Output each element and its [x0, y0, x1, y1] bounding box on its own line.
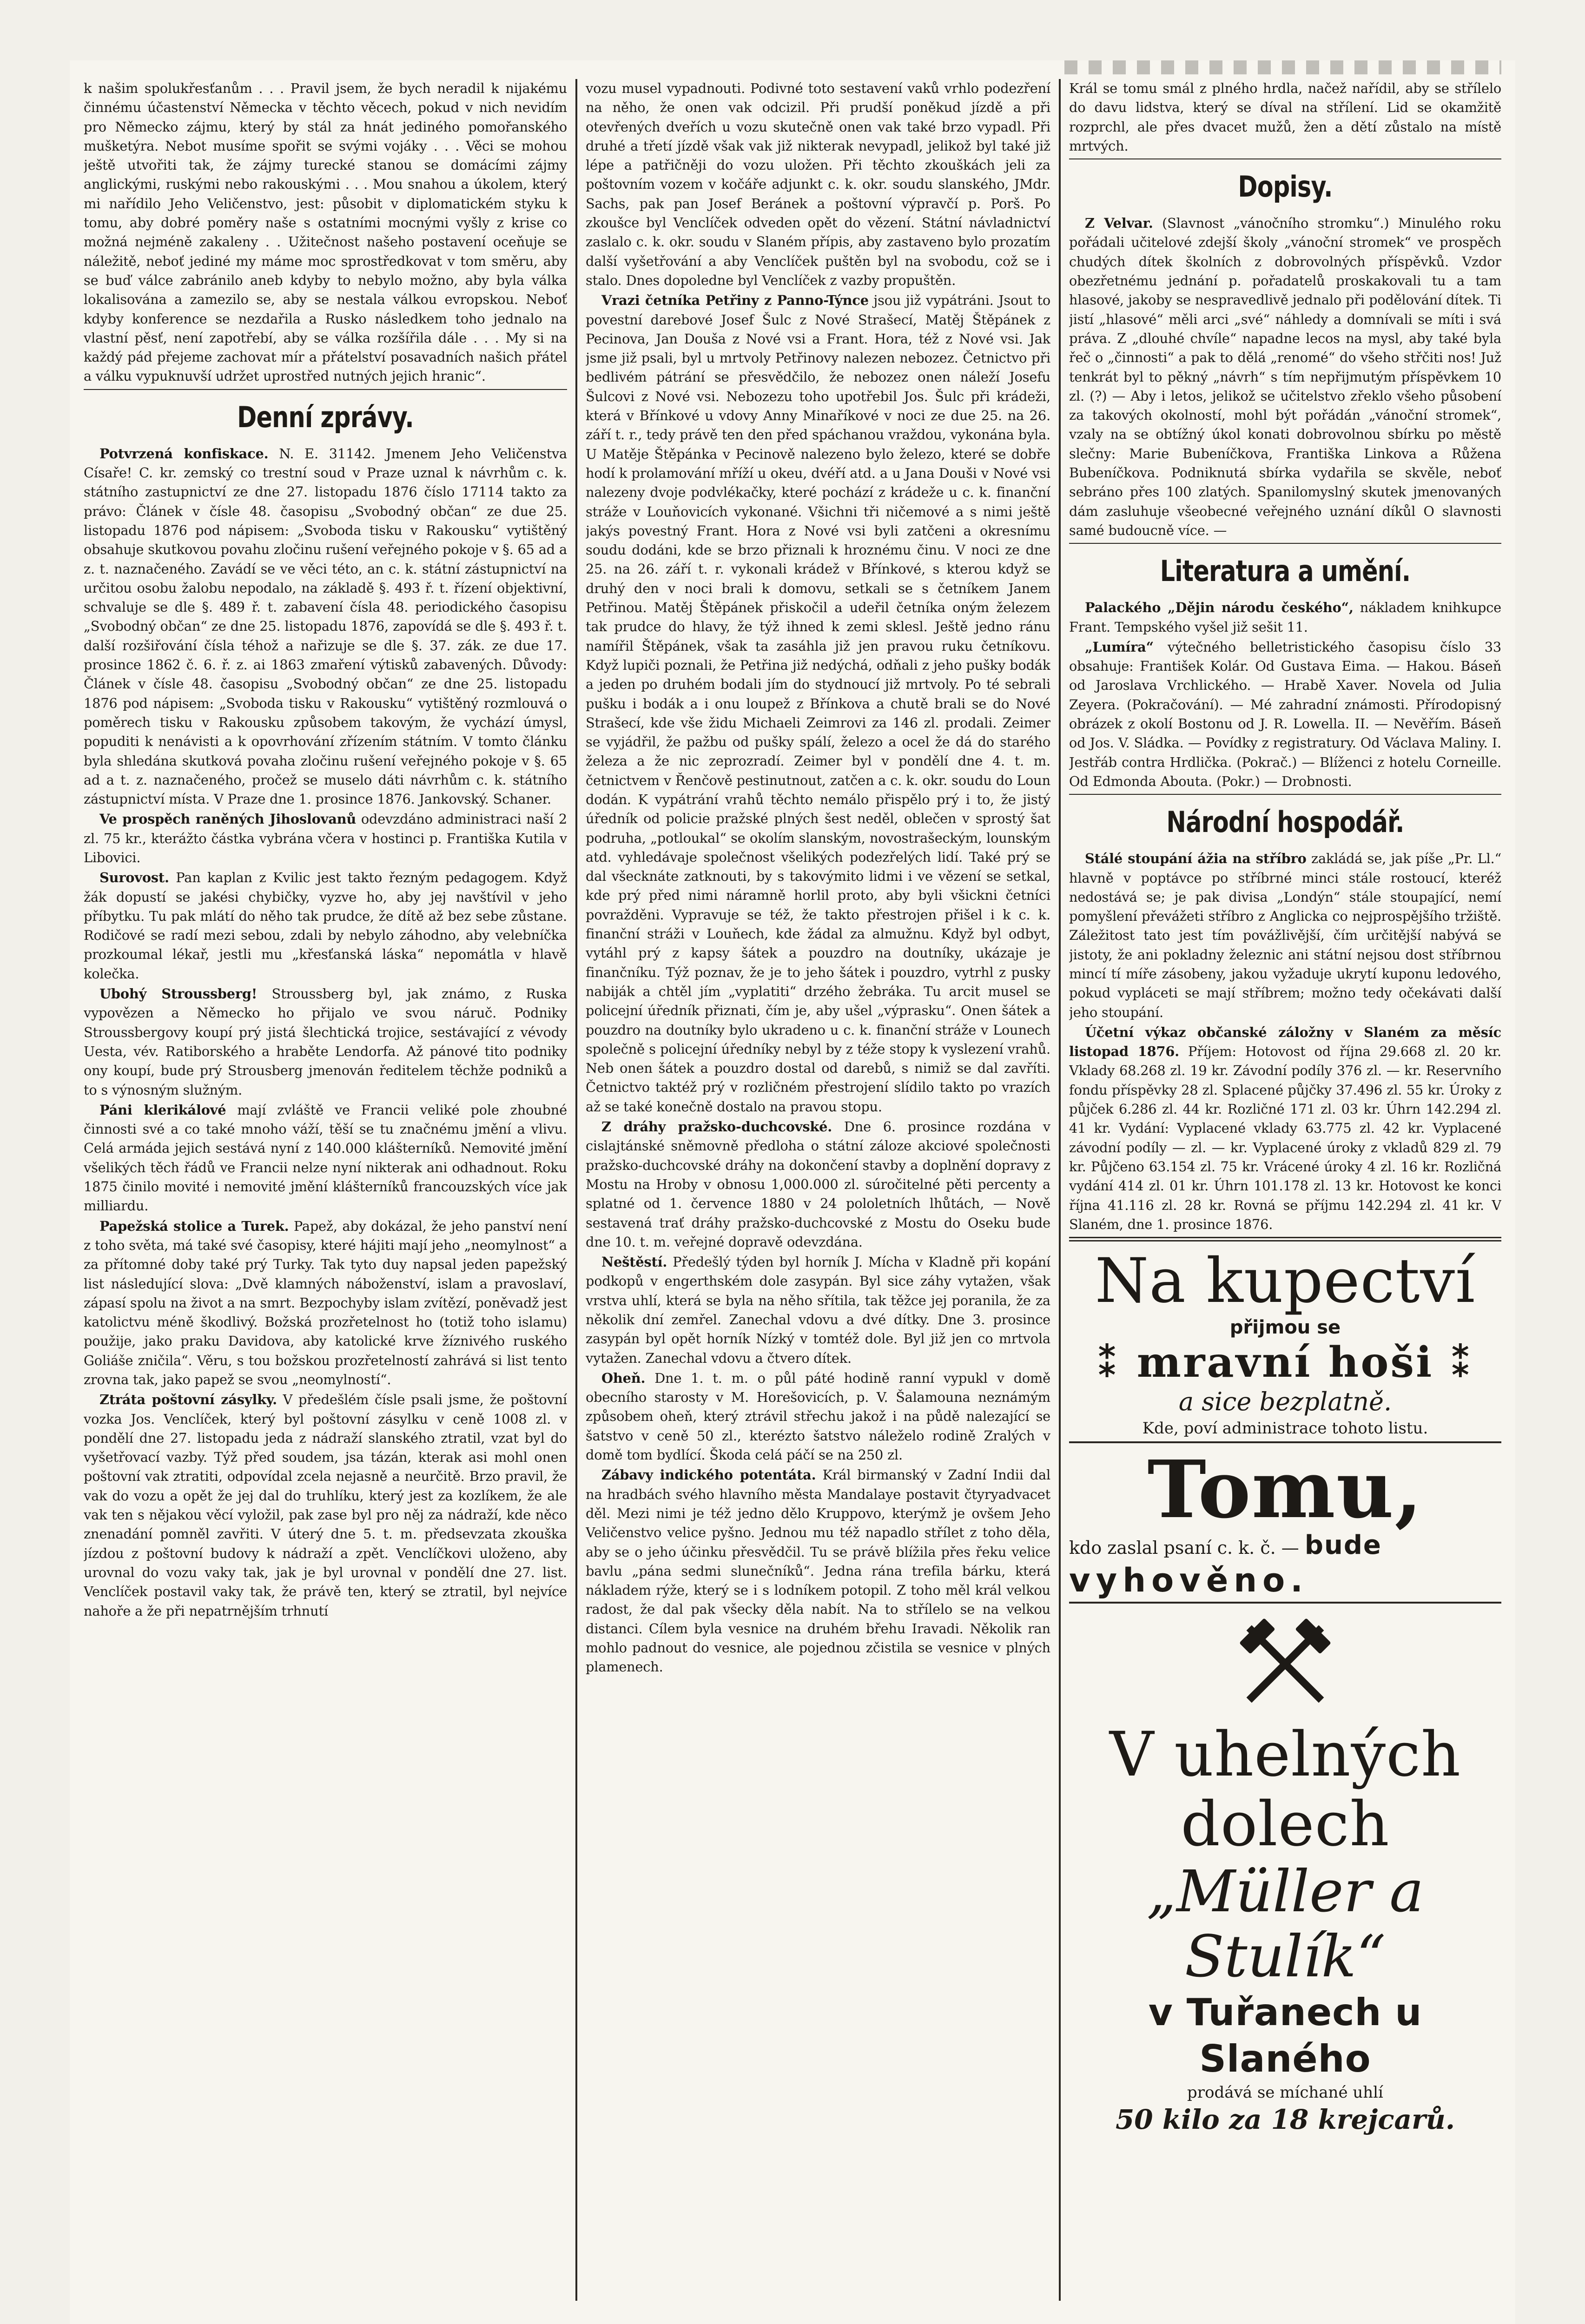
item-lead: Potvrzená konfiskace.: [99, 445, 269, 462]
top-edge-marks: [1064, 60, 1501, 74]
news-item-ohen: [586, 1369, 1050, 1465]
econ-item-vykaz: [1069, 1023, 1501, 1234]
item-text: odevzdáno administraci naší 2 zl. 75 kr., kterážto částka vybrána včera v hostinci p. Františka Kutila v Libovici.: [84, 811, 567, 865]
advertisement-tomu: [1069, 1443, 1501, 1600]
item-text: Dne 6. prosince rozdána v cislajtánské sněmovně předloha o státní záloze akciové společnosti pražsko-duchcovské dráhy na dokončení stavby a doplnění dopravy z Mostu na Hroby v obnosu 1,000.000 zl. súročitelné pěti percenty a splatné od 1. července 1880 v 24 pololetních lhůtách, — Nově sestavená trať dráhy pražsko-duchcovské z Mostu do Oseku bude dne 10. t. m. veřejné dopravě odevzdána.: [586, 1119, 1050, 1250]
section-heading-dopisy: Dopisy.: [1238, 170, 1333, 204]
item-lead: Z dráhy pražsko-duchcovské.: [601, 1119, 832, 1135]
item-lead: Ve prospěch raněných Jihoslovanů: [99, 811, 357, 827]
letter-velvar: [1069, 214, 1501, 540]
item-lead: Neštěstí.: [601, 1254, 667, 1270]
item-text: nákladem knihkupce Frant. Tempského vyšel již sešit 11.: [1069, 600, 1501, 635]
news-item-jihoslovanu: [84, 810, 567, 867]
divider: [1069, 1602, 1501, 1604]
item-lead: Stálé stoupání ážia na stříbro: [1085, 851, 1307, 867]
ad-emphasis: vyhověno.: [1069, 1561, 1308, 1600]
ad-company: „Müller a Stulík“: [1146, 1858, 1424, 1991]
item-text: Stroussberg byl, jak známo, z Ruska vypovězen a Německo ho přijalo ve svou náruč. Podniky Stroussbergovy koupí prý jistá šlechtická trojice, sestávající z vévody Uesta, vév. Ratiborského a hraběte Lendorfa. Až pánové tito podniky ony koupí, bude prý Strousberg jmenován ředitelem těchže podniků a to s výnosným služným.: [84, 986, 567, 1098]
crossed-hammers-icon: [1069, 1618, 1501, 1710]
ad-location: v Tuřanech u Slaného: [1148, 1991, 1422, 2081]
item-text: Příjem: Hotovost od října 29.668 zl. 20 kr. Vklady 68.268 zl. 19 kr. Závodní podíly 376 zl. — kr. Reservního fondu příspěvky 28 zl. Splacené půjčky 37.496 zl. 55 kr. Úroky z půjček 6.286 zl. 44 kr. Rozličné 171 zl. 03 kr. Úhrn 142.294 zl. 41 kr. Vydání: Vyplacené vklady 63.775 zl. 42 kr. Vyplacené závodní podíly — zl. — kr. Vyplacené úroky z vkladů 829 zl. 79 kr. Půjčeno 63.154 zl. 75 kr. Vrácené úroky 4 zl. 16 kr. Rozličná vydání 414 zl. 01 kr. Úhrn 101.178 zl. 13 kr. Hotovost ke konci října 41.116 zl. 28 kr. Rovná se příjmu 142.294 zl. 41 kr. V Slaném, dne 1. prosince 1876.: [1069, 1043, 1501, 1232]
item-text: Král birmanský v Zadní Indii dal na hradbách svého hlavního města Mandalaye postavit čtyryadvacet děl. Mezi nimi je též jedno dělo Kruppovo, kterýmž je ovšem Jeho Veličenstvo velice pyšno. Jednou mu též napadlo střílet z toho děla, aby se o jeho účinku přesvědčil. Tu se právě blížila přes řeku velice bavlu „pána sedmi slunečníků“. Jedna rána trefila bárku, která nákladem rýže, který se i s lodníkem potopil. Z toho měl král velkou radost, že dal pak všecky děla nabít. Na to střílelo se na velkou distanci. Cílem byla vesnice na druhém břehu Iravadi. Několik ran mohlo padnout do vesnice, ale pojednou zčistila se vesnice v plných plamenech.: [586, 1467, 1050, 1675]
news-item-drahy: [586, 1117, 1050, 1252]
article-continuation: Král se tomu smál z plného hrdla, načež nařídil, aby se střílelo do davu lidstva, který se díval na střílení. Lid se okamžitě rozprchl, ale přes dvacet mužů, žen a dětí zůstalo na místě mrtvých.: [1069, 80, 1501, 154]
news-item-zabavy: [586, 1466, 1050, 1677]
column-divider: [575, 79, 577, 2301]
advertisement-uhelne-doly: [1069, 1618, 1501, 2136]
item-lead: Ubohý Stroussberg!: [99, 986, 258, 1002]
section-heading-literatura: Literatura a umění.: [1160, 554, 1411, 588]
econ-item-azia: [1069, 849, 1501, 1022]
item-lead: Palackého „Dějin národu českého“,: [1085, 600, 1354, 616]
item-lead: Papežská stolice a Turek.: [99, 1218, 289, 1234]
ad-subline: přijmou se: [1229, 1317, 1341, 1339]
news-item-konfiskace: [84, 444, 567, 809]
column-divider: [1059, 79, 1061, 2301]
item-text: V předešlém čísle psali jsme, že poštovní vozka Jos. Venclíček, který byl poštovní zásylku v ceně 1008 zl. v pondělí dne 27. listopadu jeda z nádraží slanského ztratil, vzat byl do vyšetřovací vazby. Týž před soudem, jsa tázán, kterak asi mohl onen poštovní vak ztratiti, odpovídal zcela nejasně a neurčitě. Brzo pravil, že vak do vozu a opět že jej dal do truhlíku, který jest za kozlíkem, že ale vak ten s nějakou věcí vyložil, pak zase byl pro něj za nádraží, kde něco znenadání pomněl zavřiti. V úterý dne 5. t. m. předsevzata zkouška jízdou z poštovní budovy k nádraží a zpět. Venclíčkovi uloženo, aby urovnal do vozu vaky tak, jak je byl urovnal v pondělí dne 27. list. Venclíček postavil vaky tak, že právě ten, který se ztratil, byl nejvíce nahoře a že při nepatrnějším trhnutí: [84, 1392, 567, 1619]
section-heading-denni-zpravy: Denní zprávy.: [237, 400, 414, 434]
ad-price: 50 kilo za 18 krejcarů.: [1115, 2104, 1455, 2136]
ad-highlight-text: mravní hoši: [1136, 1338, 1434, 1387]
section-heading-narodni-hospodar: Národní hospodář.: [1166, 805, 1404, 839]
ad-note: prodává se míchané uhlí: [1187, 2083, 1383, 2102]
ad-highlight: [1069, 1339, 1501, 1386]
news-item-stroussberg: [84, 984, 567, 1100]
ad-contact: Kde, poví administrace tohoto listu.: [1142, 1419, 1428, 1438]
ad-note: a sice bezplatně.: [1178, 1387, 1392, 1417]
item-lead: Oheň.: [601, 1370, 646, 1386]
item-text: výtečného belletristického časopisu číslo 33 obsahuje: František Kolár. Od Gustava Eima. — Hakou. Báseň od Jaroslava Vrchlického. — Hrabě Xaver. Novela od Julia Zeyera. (Pokračování). — Mé zahradní známosti. Přírodopisný obrázek z okolí Bostonu od J. R. Lowella. II. — Nevěřím. Báseň od Jos. V. Sládka. — Povídky z registratury. Od Václava Maliny. I. Jestřáb contra Hrdlička. (Pokrač.) — Blíženci z hotelu Corneille. Od Edmonda Abouta. (Pokr.) — Drobnosti.: [1069, 639, 1501, 789]
ad-headline: Na kupectví: [1095, 1245, 1476, 1317]
item-lead: „Lumíra“: [1085, 639, 1154, 655]
column-right: [1069, 79, 1501, 2310]
item-lead: Páni klerikálové: [99, 1102, 226, 1118]
item-lead: Zábavy indického potentáta.: [601, 1467, 816, 1483]
divider: [1069, 158, 1501, 159]
news-item-surovost: [84, 868, 567, 984]
divider: [1069, 1237, 1501, 1241]
ad-headline: Tomu,: [1147, 1443, 1423, 1537]
item-lead: Surovost.: [99, 870, 169, 886]
item-text: jsou již vypátráni. Jsout to povestní darebové Josef Šulc z Nové Strašecí, Matěj Štěpánek z Pecinova, Jan Douša z Nové vsi a Frant. Hora, též z Nové vsi. Jak jsme již psali, byl u mrtvoly Petřinovy nalezen nebozez. Četnictvo při bedlivém pátrání se přesvědčilo, že nebozez onen náleží Josefu Šulcovi z Nové vsi. Nebozezu toho upotřebil Jos. Šulc při krádeži, která v Břínkové u vdovy Anny Minaříkové v noci ze due 25. na 26. září t. r., tedy právě ten den před spáchanou vraždou, vykonána byla. U Matěje Štěpánka v Pecinově nalezeno bylo železo, které se dobře hodí k prolamování mříží u okeu, dvéří atd. a u Jana Douši v Nové vsi nalezeny dvoje podvlékačky, které pochází z krádeže u c. k. finanční stráže v Louňovicích vykonané. Všichni tři ničemové a s nimi ještě jakýs povestný Frant. Hora z Nové vsi byli zatčeni a okresnímu soudu dodáni, kde se brzo přiznali k hroznému činu. V noci ze dne 25. na 26. září t. r. vykonali krádež v Břínkové, s kterou když se druhý den v noci brali k domovu, setkali se s četníkem Janem Petřinou. Matěj Štěpánek přiskočil a udeřil četníka oným železem tak prudce do hlavy, že týž ihned k zemi sklesl. Ještě jedno ránu namířil Štěpánek, však ta zasáhla již jen pravou ruku četníkovu. Když lupiči poznali, že Petřina již nedýchá, odňali z jeho pušky bodák a jeden po druhém bodali jím do stydnoucí již mrtvoly. Po té sebrali pušku i bodák a i onu loupež z Břínkova a chutě brali se do Nové Strašecí, kde vše židu Michaeli Zeimrovi za 146 zl. prodali. Zeimer se vyjádřil, že pažbu od pušky spálí, železo a ocel že dá do starého železa a že nic zeprozradí. Zeimer byl v pondělí dne 4. t. m. četnictvem v Řenčově pestinutnout, zatčen a c. k. okr. soudu do Loun dodán. K vypátrání vrahů těchto nemálo přispělo prý i to, že jistý úředník od policie pražské plných šest neděl, oblečen v sprostý šat podruha, „potloukal“ se okolím slanským, novostrašeckým, lounským atd. vyhledávaje společnost všelikých podezřelých lidí. Také prý se dal všecknáte zatknouti, by s takovýmito lidmi i ve vězení se setkal, kde prý před nimi náramně horlil proto, aby byli všickni četníci povražděni. Vypravuje se též, že takto přestrojen přišel i k c. k. finanční stráži v Louňech, kde žádal za almužnu. Když byl odbyt, vytáhl prý z kapsy šátek a pouzdro na doutníky, ukázaje je finančníku. Týž poznav, že je to jeho šátek i pouzdro, vytrhl z pusky nabiják a chtěl jím „vyplatiti“ drzého žebráka. Tu arcit musel se policejní úředník přiznati, čím je, aby ušel „výprasku“. Onen šátek a pouzdro na doutníky bylo ukradeno u c. k. finanční stráže v Lounech společně s policejní úředníky nebyl by z téže stopy k vyslezení vrahů. Neb onen šátek a pouzdro dostal od darebů, s nimiž se dal zavříti. Četnictvo taktéž prý v rozličném přestrojení slídilo takto po vrazích až se také konečně dostalo na pravou stopu.: [586, 292, 1050, 1115]
ad-body-emphasis: bude: [1304, 1530, 1382, 1561]
article-continuation: vozu musel vypadnouti. Podivné toto sestavení vaků vrhlo podezření na něho, že onen vak odcizil. Při prudší poněkud jízdě a při otevřených dveřích u vozu skutečně onen vak také brzo vypadl. Při druhé a třetí jízdě však vak již nikterak nevypadl, jelikož byl také již lépe a patřičněji do vozu uložen. Při těchto zkouškách jeli za poštovním vozem v kočáře adjunkt c. k. okr. soudu slanského, JMdr. Sachs, pak pan Josef Beránek a poštovní výpravčí p. Porš. Po zkoušce byl Venclíček odveden opět do vězení. Státní návladnictví zaslalo c. k. okr. soudu v Slaném přípis, aby zastaveno bylo prozatím další vyšetřování a aby Venclíček puštěn byl na svobodu, což se i stalo. Dnes dopoledne byl Venclíček z vazby propuštěn.: [586, 80, 1050, 288]
divider: [1069, 543, 1501, 544]
item-lead: Vrazi četníka Petřiny z Panno-Týnce: [601, 292, 869, 309]
item-lead: Účetní výkaz občanské záložny v Slaném za měsíc listopad 1876.: [1069, 1024, 1501, 1060]
item-lead: Z Velvar.: [1085, 215, 1153, 231]
divider: [84, 389, 567, 390]
item-text: Pan kaplan z Kvilic jest takto řezným pedagogem. Když žák dopustí se jakési chybičky, vyzve ho, aby jej navštívil v jeho příbytku. Tu pak mlátí do něho tak prudce, že dítě až bez sebe zůstane. Rodičové se radí mezi sebou, zdali by nebylo záhodno, aby velebníčka prozkoumal lékař, jestli mu „křesťanská láska“ nepomátla v hlavě kolečka.: [84, 870, 567, 982]
news-item-papezska-stolice: [84, 1217, 567, 1390]
column-middle: [586, 79, 1050, 2310]
news-item-klerikalove: [84, 1101, 567, 1216]
item-text: N. E. 31142. Jmenem Jeho Veličenstva Císaře! C. kr. zemský co trestní soud v Praze uznal k návrhům c. k. státního zastupnictví ze dne 27. listopadu 1876 číslo 17114 takto za právo: Článek v čísle 48. časopisu „Svobodný občan“ ze due 25. listopadu 1876 pod nápisem: „Svoboda tisku v Rakousku“ vytištěný obsahuje skutkovou povahu zločinu rušení veřejného pokoje v §. 65 ad a z. t. naznačeného. Zavádí se ve věci této, an c. k. státní zástupnictví na určitou osobu žalobu nepodalo, na základě §. 493 ř. t. řízení objektivní, schvaluje se dle §. 489 ř. t. zabavení čísla 48. periodického časopisu „Svobodný občan“ ze dne 25. listopadu 1876, zapovídá se dle §. 493 ř. t. další rozšiřování čísla téhož a nařizuje se dle §. 37. zák. ze due 17. prosince 1862 č. 6. ř. z. ai 1863 zmaření výtisků zabavených. Důvody: Článek v čísle 48. časopisu „Svobodný občan“ ze dne 25. listopadu 1876 pod nápisem: „Svoboda tisku v Rakousku“ vytištěný rozmlouvá o poměrech tisku v Rakousku způsobem takovým, že vychází úmysl, popuditi k nenávisti a k opovrhování zřízením státním. V tomto článku byla shledána skutková povaha zločinu rušení veřejného pokoje v §. 65 ad a t. z. naznačeného, pročež se muselo dáti návrhům c. k. státního zástupnictví místa. V Praze dne 1. prosince 1876. Jankovský. Schaner.: [84, 445, 567, 807]
ad-body: [1069, 1532, 1501, 1562]
item-lead: Ztráta poštovní zásylky.: [99, 1392, 277, 1408]
item-text: Předešlý týden byl horník J. Mícha v Kladně při kopání podkopů v engerthském dole zasypán. Byl sice záhy vytažen, však vrstva uhlí, která se byla na něho sřítila, tak těžce jej poranila, že za několik dní zemřel. Zanechal vdovu a dvé dítky. Dne 3. prosince zasypán byl opět horník Nízký v tomtéž dole. Byl již jen co mrtvola vytažen. Zanechal vdovu a čtvero dítek.: [586, 1254, 1050, 1366]
item-text: (Slavnost „vánočního stromku“.) Minulého roku pořádali učitelové zdejší školy „vánoční stromek“ ve prospěch chudých dítek školních z dobrovolných příspěvků. Vzdor obezřetnému jednání p. pořadatelů proskakovali tu a tam hlasové, jakoby se nespravedlivě jednalo při podělování dítek. Ti jistí „hlasové“ měli arci „své“ náhledy a domnívali se míti i svá práva. Z „dlouhé chvíle“ napadne lecos na mysl, aby také byla řeč o „činnosti“ a pak to dělá „renomé“ do všeho střčiti nos! Juž tenkrát byl to pěkný „návrh“ s tím nepřijmutým příspěvkem 10 zl. (?) — Aby i letos, jelikož se učitelstvo zřeklo všeho působení za takových okolností, mohl být pořádán „vánoční stromek“, vzaly na se obtížný úkol konati dobrovolnou sbírku po městě slečny: Marie Bubeníčkova, Františka Linkova a Růžena Bubeníčkova. Podniknutá sbírka vydařila se skvěle, neboť sebráno přes 100 zlatých. Spanilomyslný skutek jmenovaných dám zasluhuje všeobecné veřejného uznání díkůl O slavnosti samé budoucně více. —: [1069, 215, 1501, 538]
article-text: k našim spolukřesťanům . . . Pravil jsem, že bych neradil k nijakému činnému účastenství Německa v těchto věcech, pokud v nich nevidím pro Německo zájmu, který by stál za hnát jediného pomořanského mušketýra. Nebot musíme spořit se svými vojáky . . . Věci se mohou ještě utvořiti tak, že zájmy turecké stanou se domácími zájmy anglickými, ruskými nebo rakouskými . . . Mou snahou a úkolem, který mi nařídilo Jeho Veličenstvo, jest: působit v diplomatickém styku k tomu, aby dobré poměry naše s ostatními mocnými vyšly z krise co možná nejméně zakaleny . . Užitečnost našeho postavení oceňuje se náležitě, neboť jediné my máme moc sprostředkovat v tom směru, aby se buď válce zabránilo aneb kdyby to nebylo možno, aby byla válka lokalisována a zamezilo se, aby se nestala válkou evropskou. Neboť kdyby konference se nezdařila a Rusko následkem toho jednalo na vlastní pěsť, není zapotřebí, aby se válka rozšířila dále . . . My si na každý pád přejeme zachovat mír a přátelství posavadních našich přátel a válku vypuknuvší udržet uprostřed nutných jejich hranic“.: [84, 80, 567, 384]
ad-body-text: kdo zaslal psaní c. k. č. —: [1069, 1538, 1299, 1558]
divider: [1069, 794, 1501, 795]
item-text: zakládá se, jak píše „Pr. Ll.“ hlavně v poptávce po stříbrné minci stále rostoucí, kteréž nedostává se; je pak divisa „Londýn“ stále stoupající, nemí pomyšlení převážeti stříbro z Anglicka co nejprospějšího tržiště. Záležitost tato jest tím povážlivější, čím určitější nabývá se jistoty, že ani pokladny železnic ani státní nejsou dost stříbrnou mincí tí míře zásobeny, jakou vyžaduje ukrytí kuponu ledového, pokud vypláceti se mají stříbrem; možno tedy očekávati další jeho stoupání.: [1069, 851, 1501, 1020]
ad-headline: V uhelných dolech: [1109, 1719, 1461, 1861]
item-text: mají zvláště ve Francii veliké pole zhoubné činnosti své a co také mnoho váží, těší se tu značnému jmění a vlivu. Celá armáda jejich sestává nyní z 140.000 klášterníků. Nemovité jmění všelikých těch řádů ve Francii nelze nyní nikterak ani odhadnout. Roku 1875 činilo movité i nemovité jmění klášterníků francouzských více jak milliardu.: [84, 1102, 567, 1214]
lit-item-palackeho: [1069, 598, 1501, 637]
ornament-icon: ⁑: [1433, 1338, 1474, 1387]
lit-item-lumira: [1069, 638, 1501, 791]
advertisement-kupectvi: [1069, 1246, 1501, 1439]
column-left: [84, 79, 567, 2310]
news-item-nestesti: [586, 1253, 1050, 1368]
item-text: Dne 1. t. m. o půl páté hodině ranní vypukl v domě obecního starosty v M. Horešovicích, p. V. Šalamouna neznámým způsobem oheň, který ztrávil střechu jakož i na půdě nalezající se šatstvo v ceně 50 zl., kterézto šatstvo náleželo rodině Zralých v domě tom bydlící. Škoda celá páčí se na 250 zl.: [586, 1370, 1050, 1463]
ornament-icon: ⁑: [1096, 1338, 1137, 1387]
news-item-ztrata-zasylky: [84, 1390, 567, 1621]
newspaper-page: [70, 60, 1515, 2324]
item-text: Papež, aby dokázal, že jeho panství není z toho světa, má také své časopisy, které hájiti mají jeho „neomylnost“ a za přítomné doby také prý Turky. Tak tyto duy napsal jeden papežský list následující slova: „Dvě klamných náboženství, islam a pravoslaví, zápasí spolu na život a na smrt. Bezpochyby islam zvítězí, poněvadž jest katolictvu méně škodlivý. Božská prozřetelnost ho (totiž toho islamu) použije, jako praku Davidova, aby katolické krve žíznivého ruského Goliáše zničila“. Věru, s tou božskou prozřetelností zahrává si list tento zrovna tak, jako papež se svou „neomylností“.: [84, 1218, 567, 1387]
news-item-vrazi-cetnika: [586, 291, 1050, 1116]
